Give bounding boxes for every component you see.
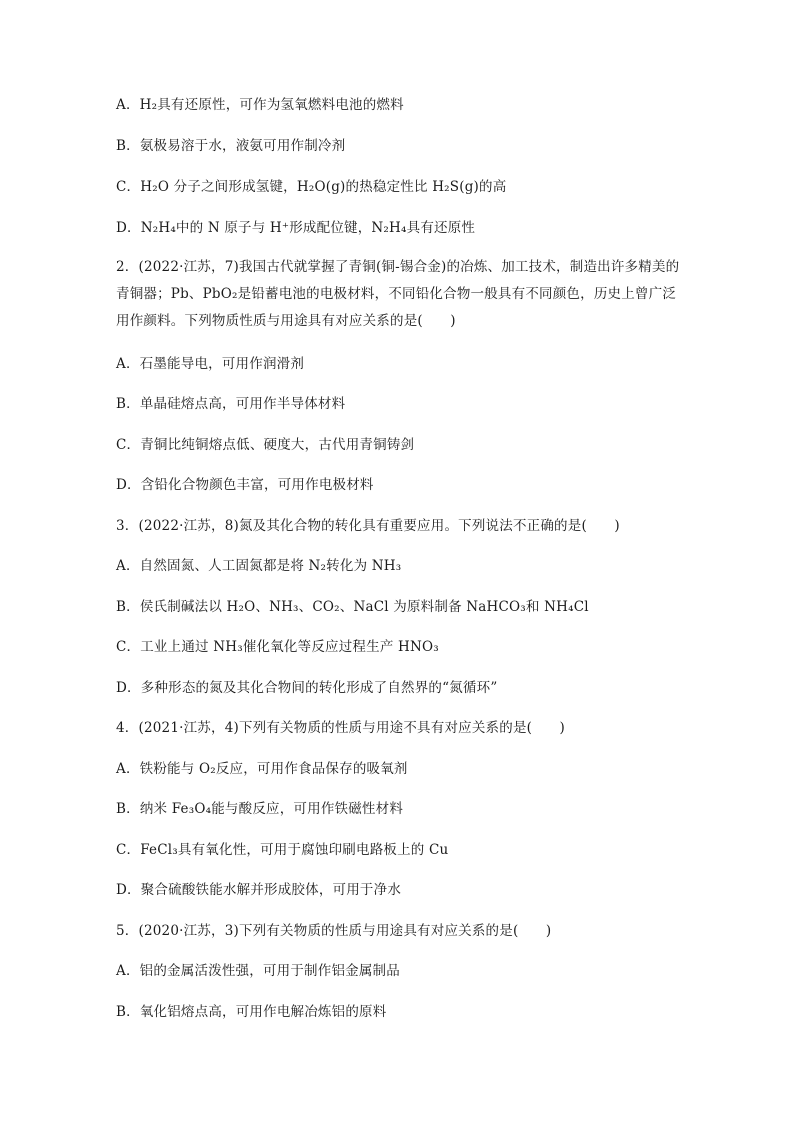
- q4-option-b: B．纳米 Fe₃O₄能与酸反应，可用作铁磁性材料: [116, 801, 404, 817]
- q2-stem-line-2: 青铜器；Pb、PbO₂是铅蓄电池的电极材料，不同铅化合物一般具有不同颜色，历史上曾广泛: [116, 286, 677, 302]
- q1-option-c: C．H₂O 分子之间形成氢键，H₂O(g)的热稳定性比 H₂S(g)的高: [116, 179, 507, 195]
- q5-stem: 5．(2020·江苏，3)下列有关物质的性质与用途具有对应关系的是( ): [116, 923, 552, 939]
- q4-option-d: D．聚合硫酸铁能水解并形成胶体，可用于净水: [116, 882, 402, 898]
- q1-option-b: B．氨极易溶于水，液氨可用作制冷剂: [116, 138, 346, 154]
- q5-option-b: B．氧化铝熔点高，可用作电解冶炼铝的原料: [116, 1004, 387, 1020]
- q3-option-b: B．侯氏制碱法以 H₂O、NH₃、CO₂、NaCl 为原料制备 NaHCO₃和 NH₄Cl: [116, 599, 589, 615]
- q2-option-a: A．石墨能导电，可用作润滑剂: [116, 356, 305, 372]
- q3-stem: 3．(2022·江苏，8)氮及其化合物的转化具有重要应用。下列说法不正确的是( ): [116, 518, 620, 534]
- q3-option-a: A．自然固氮、人工固氮都是将 N₂转化为 NH₃: [116, 558, 402, 574]
- q2-option-c: C．青铜比纯铜熔点低、硬度大，古代用青铜铸剑: [116, 437, 415, 453]
- q2-stem-line-3: 用作颜料。下列物质性质与用途具有对应关系的是( ): [116, 313, 456, 329]
- q2-option-b: B．单晶硅熔点高，可用作半导体材料: [116, 396, 346, 412]
- q2-option-d: D．含铅化合物颜色丰富，可用作电极材料: [116, 477, 374, 493]
- q1-option-d: D．N₂H₄中的 N 原子与 H⁺形成配位键，N₂H₄具有还原性: [116, 220, 476, 236]
- q2-stem-line-1: 2．(2022·江苏，7)我国古代就掌握了青铜(铜-锡合金)的冶炼、加工技术，制造出许多精美的: [116, 259, 680, 275]
- q4-option-c: C．FeCl₃具有氧化性，可用于腐蚀印刷电路板上的 Cu: [116, 842, 449, 858]
- q3-option-c: C．工业上通过 NH₃催化氧化等反应过程生产 HNO₃: [116, 639, 439, 655]
- q4-option-a: A．铁粉能与 O₂反应，可用作食品保存的吸氧剂: [116, 761, 408, 777]
- q5-option-a: A．铝的金属活泼性强，可用于制作铝金属制品: [116, 963, 400, 979]
- q1-option-a: A．H₂具有还原性，可作为氢氧燃料电池的燃料: [116, 97, 404, 113]
- q3-option-d: D．多种形态的氮及其化合物间的转化形成了自然界的“氮循环”: [116, 680, 498, 696]
- q4-stem: 4．(2021·江苏，4)下列有关物质的性质与用途不具有对应关系的是( ): [116, 720, 565, 736]
